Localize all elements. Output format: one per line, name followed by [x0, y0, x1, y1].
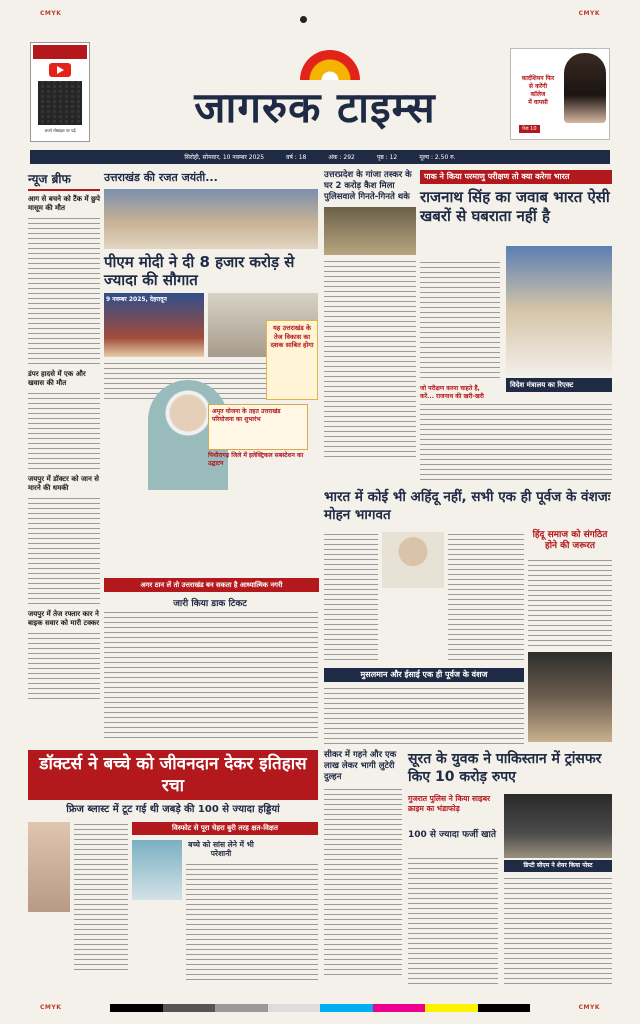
pak-nuclear-story [420, 170, 612, 485]
dateline-price: मूल्य : 2.50 रु. [419, 154, 456, 161]
dateline-date: सिरोही, सोमवार, 10 नवम्बर 2025 [184, 154, 265, 161]
up-cash-story [324, 170, 416, 485]
brief-body-1 [28, 216, 100, 366]
cmyk-mark-top-right: CMYK [578, 10, 600, 17]
color-calibration-bar [110, 1004, 530, 1012]
doctors-sub-banner: फ्रिज ब्लास्ट में टूट गई थी जबड़े की 100 से ज्यादा हड्डियां [66, 804, 280, 815]
up-cash-photo [324, 207, 416, 255]
logo-emblem-icon [33, 45, 87, 59]
masthead-title: जागरुक टाइम्स [194, 83, 436, 132]
cmyk-mark-top-left: CMYK [40, 10, 62, 17]
sikar-body [324, 787, 402, 977]
brief-body-4 [28, 631, 100, 701]
doctors-banner: डॉक्टर्स ने बच्चे को जीवनदान देकर इतिहास रचा [28, 750, 318, 800]
doctors-inner-banner: विस्फोट से पूरा चेहरा बुरी तरह क्षत-विक्षत [132, 822, 318, 835]
up-cash-body [324, 259, 416, 459]
bhagwat-photo [382, 532, 444, 588]
uttarakhand-photo-caption: 9 नवम्बर 2025, देहरादून [106, 296, 167, 303]
surat-side-head: गुजरात पुलिस ने किया साइबर क्राइम का भंडाफोड़ [408, 794, 491, 813]
brief-headline-3: जयपुर में डॉक्टर को जान से मारने की धमकी [28, 475, 100, 492]
sikar-story [324, 750, 402, 990]
pak-nuclear-body-left [420, 260, 500, 380]
promo-photo [564, 53, 606, 123]
overlay-amrut: अमृत योजना के तहत उत्तराखंड परियोजना का शुभारंभ [212, 408, 281, 423]
dateline [30, 150, 610, 164]
crowd-photo [528, 652, 612, 742]
bhagwat-sub-banner: मुसलमान और ईसाई एक ही पूर्वज के वंशज [324, 668, 524, 682]
promo-page-badge: पेज 10 [519, 125, 540, 133]
overlay-pithoragarh: पिथौरागढ़ जिले में इलेक्ट्रिकल सबस्टेशन का उद्घाटन [208, 452, 304, 467]
bhagwat-body-left [324, 532, 378, 662]
bhagwat-body-right [528, 558, 612, 648]
brief-body-2 [28, 391, 100, 471]
promo-right [510, 48, 610, 140]
pm-overlay-box [208, 404, 308, 450]
uttarakhand-photo-group [104, 189, 318, 249]
qr-code-icon [38, 81, 82, 125]
youtube-icon [49, 63, 71, 77]
surat-photo [504, 794, 612, 858]
surat-story [408, 750, 612, 990]
bhagwat-side-head: हिंदू समाज को संगठित होने की जरूरत [532, 530, 608, 551]
uttarakhand-headline: पीएम मोदी ने दी 8 हजार करोड़ से ज्यादा की सौगात [104, 253, 295, 289]
promo-text: कार्दशियन फिर से करेंगी कॉलेज में वापसी [521, 75, 555, 106]
uttarakhand-sub-banner: अगर ठान लें तो उत्तराखंड बन सकता है आध्यात्मिक नगरी [104, 578, 319, 592]
brief-headline-4: जयपुर में तेज रफ्तार कार ने बाइक सवार को मारी टक्कर [28, 610, 100, 627]
child-photo [28, 822, 70, 912]
pak-subhead-2: करें... राजनाथ की खरी-खरी [420, 393, 484, 400]
brief-headline-1: आग से बचने को टैंक में छुपे मासूम की मौत [28, 195, 100, 212]
pak-nuclear-body-bottom [420, 402, 612, 482]
qr-caption: अपने मोबाइल पर पढ़ें [44, 128, 76, 133]
surat-count-head: 100 से ज्यादा फर्जी खाते [408, 830, 496, 840]
cmyk-mark-bottom-left: CMYK [40, 1004, 62, 1011]
rajnath-photo [506, 246, 612, 376]
bhagwat-story [324, 488, 612, 746]
brief-headline-2: डंपर हादसे में एक और खवास की मौत [28, 370, 86, 387]
uttarakhand-sub-body [104, 610, 318, 740]
surgery-photo [132, 840, 182, 900]
brief-body-3 [28, 496, 100, 606]
up-cash-headline: उत्तरप्रदेश के गांजा तस्कर के घर 2 करोड़ कैश मिला पुलिसवाले गिनते-गिनते थके [324, 170, 412, 202]
dateline-year: वर्ष : 18 [286, 154, 307, 161]
uttarakhand-sub-headline: जारी किया डाक टिकट [173, 599, 247, 609]
doctors-story [28, 750, 318, 990]
pak-nuclear-banner: पाक ने किया परमाणु परीक्षण तो क्या करेगा भारत [420, 170, 612, 184]
surat-photo-label: डिप्टी सीएम ने शेयर किया पोस्ट [504, 860, 612, 872]
sikar-headline: सीकर में गहने और एक लाख लेकर भागी लुटेरी दुल्हन [324, 750, 397, 782]
news-brief-header: न्यूज ब्रीफ [28, 170, 100, 191]
masthead-sun-emblem [300, 50, 360, 80]
registration-mark-icon [300, 8, 307, 27]
surat-body-right [504, 876, 612, 986]
pak-subhead-1: जो परीक्षण करना चाहते हैं, [420, 385, 480, 392]
news-brief-column [28, 170, 100, 745]
side-quote-text: यह उत्तराखंड के तेज विकास का दशक साबित होगा [270, 324, 314, 349]
side-quote-box [266, 320, 318, 400]
bhagwat-sub-body [324, 686, 524, 744]
bhagwat-headline: भारत में कोई भी अहिंदू नहीं, सभी एक ही पूर्वज के वंशजः मोहन भागवत [324, 489, 611, 523]
dateline-issue: अंक : 292 [328, 154, 355, 161]
dateline-pages: पृष्ठ : 12 [376, 154, 398, 161]
doctors-body-right [186, 862, 318, 982]
doctors-body-left [74, 822, 128, 972]
surat-headline: सूरत के युवक ने पाकिस्तान में ट्रांसफर किए 10 करोड़ रुपए [408, 751, 602, 785]
cmyk-mark-bottom-right: CMYK [578, 1004, 600, 1011]
surat-body-left [408, 856, 498, 986]
uttarakhand-banner: उत्तराखंड की रजत जयंती... [104, 171, 218, 184]
pak-photo-label: विदेश मंत्रालय का रिएक्ट [506, 378, 612, 392]
bhagwat-body-mid [448, 532, 524, 662]
qr-ad-panel [30, 42, 90, 142]
doctors-inner-head: बच्चे को सांस लेने में भी परेशानी [188, 840, 254, 858]
pak-nuclear-headline: राजनाथ सिंह का जवाब भारत ऐसी खबरों से घबराता नहीं है [420, 188, 610, 225]
